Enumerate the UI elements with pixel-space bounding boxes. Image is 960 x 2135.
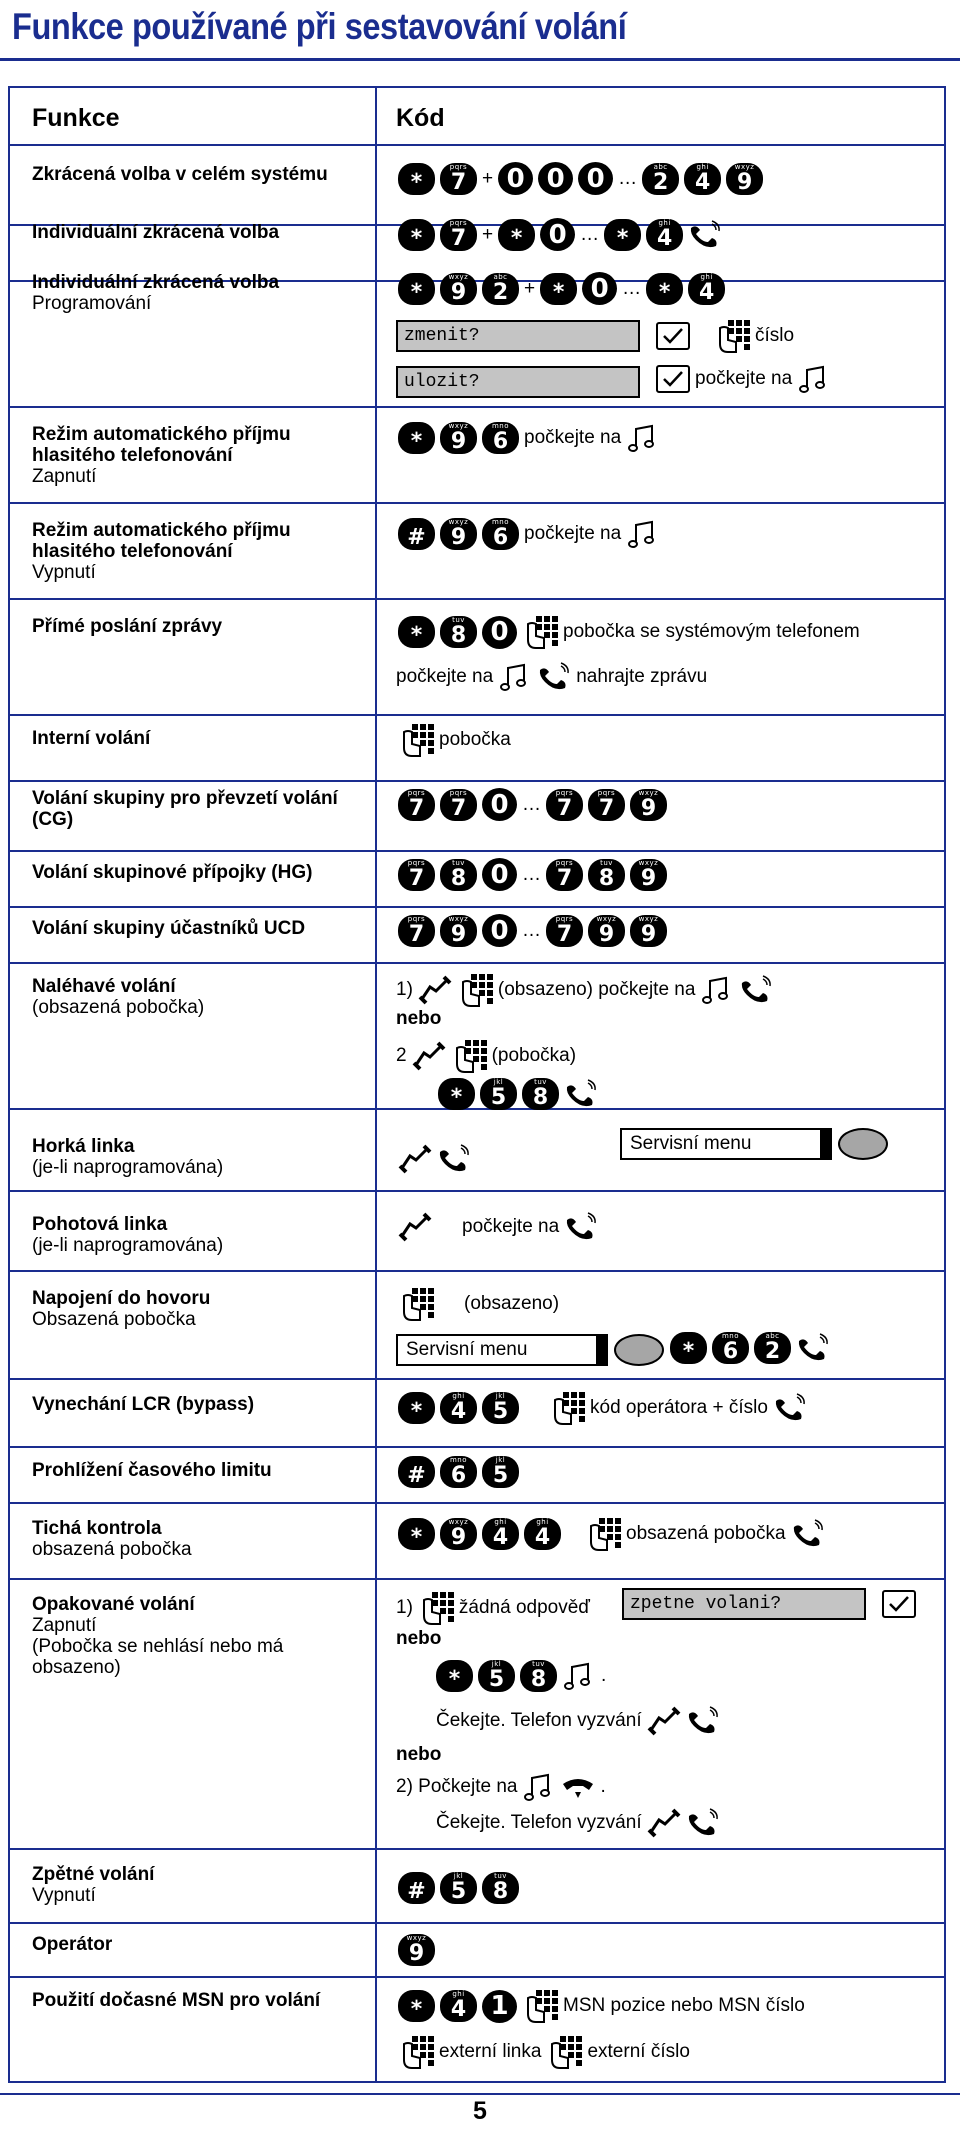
key-button: wxyz 9 (440, 273, 477, 305)
code-row-2b: číslo (656, 318, 794, 354)
key-button: * (604, 219, 641, 251)
key-button: * (398, 219, 435, 251)
key-button: * (398, 1392, 435, 1424)
phone-icon (647, 1808, 681, 1838)
function-cell (32, 272, 362, 314)
function-name: Individuální zkrácená volba (32, 222, 280, 243)
row-divider (10, 850, 944, 852)
function-name: Volání skupinové přípojky (HG) (32, 862, 313, 883)
key-button: * (436, 1660, 473, 1692)
function-note: Vypnutí (32, 1885, 96, 1906)
code-row-19 (398, 1934, 435, 1966)
keypad-icon (418, 1590, 454, 1626)
code-row-17: 1) žádná odpověď (396, 1590, 590, 1626)
footer-rule (0, 2093, 960, 2095)
or-text-2: nebo (396, 1628, 442, 1649)
key-button: pqrs 7 (546, 789, 583, 821)
key-button: jkl 5 (480, 1078, 517, 1110)
function-note: (je-li naprogramována) (32, 1235, 224, 1256)
keypad-icon (549, 1390, 585, 1426)
key-button: # (398, 1872, 435, 1904)
code-row-9: pqrs 7 wxyz 9 0 … pqrs 7 wxyz 9 wxyz 9 (398, 914, 667, 947)
key-button: jkl 5 (482, 1456, 519, 1488)
function-name: Přímé poslání zprávy (32, 616, 223, 637)
tone-icon (797, 364, 831, 394)
function-note: Programování (32, 293, 152, 314)
code-row-8: pqrs 7 tuv 8 0 … pqrs 7 tuv 8 wxyz 9 (398, 858, 667, 891)
key-button: pqrs 7 (440, 789, 477, 821)
function-name: Prohlížení časového limitu (32, 1460, 272, 1481)
function-cell (32, 164, 362, 185)
function-note: Zapnutí (32, 466, 97, 487)
row-divider (10, 1502, 944, 1504)
function-note: Obsazená pobočka (32, 1309, 196, 1330)
row-divider (10, 1270, 944, 1272)
function-name: Operátor (32, 1934, 113, 1955)
code-row-20b: externí linka externí číslo (398, 2034, 690, 2070)
function-note: Zapnutí (Pobočka se nehlásí nebo má obsazeno) (32, 1615, 284, 1678)
function-name: Horká linka (32, 1136, 135, 1157)
code-row-5: * tuv 8 0 pobočka se systémovým telefonem (398, 614, 860, 650)
keypad-icon (522, 1988, 558, 2024)
key-button: pqrs 7 (398, 859, 435, 891)
or-text-3: nebo (396, 1744, 442, 1765)
key-button: ghi 4 (482, 1518, 519, 1550)
handset-lifted-icon (418, 975, 452, 1005)
function-note: Vypnutí (32, 562, 96, 583)
function-name: Použití dočasné MSN pro volání (32, 1990, 321, 2011)
key-button: pqrs 7 (546, 915, 583, 947)
keypad-icon (546, 2034, 582, 2070)
code-row-15 (398, 1456, 519, 1488)
row-divider (10, 144, 944, 146)
check-icon (882, 1590, 916, 1618)
code-row-14: * ghi 4 jkl 5 kód operátora + číslo (398, 1390, 807, 1426)
keypad-icon (398, 2034, 434, 2070)
key-button: jkl 5 (440, 1872, 477, 1904)
keypad-icon (522, 614, 558, 650)
code-row-11 (398, 1144, 471, 1174)
code-row-17d: 2) Počkejte na . (396, 1772, 606, 1802)
phone-icon (700, 975, 734, 1005)
key-button: tuv 8 (482, 1872, 519, 1904)
key-4: ghi 4 (684, 163, 721, 195)
key-2: abc 2 (642, 163, 679, 195)
function-cell (32, 520, 362, 583)
row-divider (10, 598, 944, 600)
menu-key-icon[interactable] (838, 1128, 888, 1160)
key-button: abc 2 (754, 1332, 791, 1364)
function-cell (32, 788, 362, 830)
key-button: * (646, 273, 683, 305)
page-title: Funkce používané při sestavování volání (12, 6, 627, 47)
phone-icon (739, 975, 773, 1005)
function-cell (32, 1864, 362, 1906)
key-button: ghi 4 (440, 1990, 477, 2022)
function-cell (32, 1136, 362, 1178)
key-button: jkl 5 (482, 1392, 519, 1424)
dots-text: … (618, 167, 638, 189)
key-button: ghi 4 (440, 1392, 477, 1424)
function-cell (32, 1518, 362, 1560)
phone-icon (498, 662, 532, 692)
key-button: wxyz 9 (440, 1518, 477, 1550)
phone-icon (773, 1393, 807, 1423)
function-name: Zpětné volání (32, 1864, 155, 1885)
handset-lift-icon (688, 220, 722, 250)
tone-icon (626, 423, 660, 453)
code-row-3: * wxyz 9 mno 6 počkejte na (398, 422, 660, 454)
keypad-icon (398, 1286, 434, 1322)
code-row-7: pqrs 7 pqrs 7 0 … pqrs 7 pqrs 7 wxyz 9 (398, 788, 667, 821)
keypad-icon (585, 1516, 621, 1552)
key-button: tuv 8 (588, 859, 625, 891)
key-button: wxyz 9 (440, 915, 477, 947)
row-divider (10, 1190, 944, 1192)
key-button: # (398, 1456, 435, 1488)
key-button: tuv 8 (440, 859, 477, 891)
key-button: tuv 8 (520, 1660, 557, 1692)
code-row-20: * ghi 4 1 MSN pozice nebo MSN číslo (398, 1988, 805, 2024)
phone-icon (537, 662, 571, 692)
function-name: Volání skupiny účastníků UCD (32, 918, 306, 939)
code-row-1: * pqrs 7 + * 0 … * ghi 4 (398, 218, 722, 251)
key-button: wxyz 9 (440, 422, 477, 454)
key-button: * (398, 616, 435, 648)
keypad-icon (457, 972, 493, 1008)
function-cell (32, 1990, 362, 2011)
code-row-10: 1) (obsazeno) počkejte na (396, 972, 773, 1008)
code-row-2c: počkejte na (656, 364, 831, 394)
header-code: Kód (396, 104, 445, 132)
key-button: pqrs 7 (588, 789, 625, 821)
function-cell (32, 728, 362, 749)
key-button: * (398, 422, 435, 454)
function-cell (32, 862, 362, 883)
display-zmenit: zmenit? (396, 320, 640, 352)
function-cell (32, 976, 362, 1018)
key-button: * (670, 1332, 707, 1364)
service-menu-button-2[interactable]: Servisní menu (396, 1334, 608, 1366)
function-cell (32, 616, 362, 637)
key-button: * (438, 1078, 475, 1110)
row-divider (10, 406, 944, 408)
key-button: mno 6 (482, 422, 519, 454)
function-cell (32, 1460, 362, 1481)
display-ulozit: ulozit? (396, 366, 640, 398)
key-button: # (398, 518, 435, 550)
function-name: Pohotová linka (32, 1214, 168, 1235)
code-row-10c (438, 1078, 598, 1110)
function-name: Volání skupiny pro převzetí volání (CG) (32, 788, 338, 830)
function-cell (32, 424, 362, 487)
phone-icon (437, 1144, 471, 1174)
menu-key-icon[interactable] (614, 1334, 664, 1366)
key-button: * (398, 273, 435, 305)
code-row-6: pobočka (398, 722, 511, 758)
function-cell (32, 1214, 362, 1256)
phone-icon (791, 1519, 825, 1549)
function-cell (32, 918, 362, 939)
key-9: wxyz 9 (726, 163, 763, 195)
phone-icon (626, 519, 660, 549)
key-button: * (498, 219, 535, 251)
key-button: mno 6 (712, 1332, 749, 1364)
plus-text: + (482, 167, 494, 189)
key-button: * (398, 1518, 435, 1550)
phone-icon (686, 1706, 720, 1736)
function-name: Zkrácená volba v celém systému (32, 164, 328, 185)
row-divider (10, 906, 944, 908)
phone-icon (686, 1808, 720, 1838)
code-row-13b (670, 1332, 830, 1364)
key-button: tuv 8 (522, 1078, 559, 1110)
row-divider (10, 502, 944, 504)
function-note: obsazená pobočka (32, 1539, 192, 1560)
code-row-2: * wxyz 9 abc 2 + * 0 … * ghi 4 (398, 272, 725, 305)
function-cell (32, 1594, 362, 1678)
function-name: Individuální zkrácená volba (32, 272, 280, 293)
function-cell (32, 1288, 362, 1330)
phone-icon (647, 1706, 681, 1736)
function-name: Opakované volání (32, 1594, 195, 1615)
key-button: * (398, 1990, 435, 2022)
row-divider (10, 1446, 944, 1448)
function-cell (32, 222, 362, 243)
function-note: (je-li naprogramována) (32, 1157, 224, 1178)
page-number: 5 (473, 2097, 487, 2125)
check-icon (656, 365, 690, 393)
row-divider (10, 1848, 944, 1850)
row-divider (10, 1378, 944, 1380)
column-divider (375, 88, 377, 2081)
phone-icon (412, 1041, 446, 1071)
key-button: pqrs 7 (440, 219, 477, 251)
hang-up-icon (561, 1772, 595, 1802)
function-name: Napojení do hovoru (32, 1288, 211, 1309)
function-name: Naléhavé volání (32, 976, 176, 997)
key-button: wxyz 9 (440, 518, 477, 550)
keypad-icon (714, 318, 750, 354)
functions-table (8, 86, 946, 2083)
key-button: wxyz 9 (588, 915, 625, 947)
code-row-12: počkejte na (398, 1212, 598, 1242)
key-button: mno 6 (440, 1456, 477, 1488)
key-button: 0 (540, 218, 575, 251)
function-note: (obsazená pobočka) (32, 997, 205, 1018)
key-star: * (398, 163, 435, 195)
key-button: wxyz 9 (398, 1934, 435, 1966)
code-row-10b: 2 (pobočka) (396, 1038, 576, 1074)
title-rule (0, 58, 960, 61)
function-cell (32, 1394, 362, 1415)
row-divider (10, 1578, 944, 1580)
key-button: abc 2 (482, 273, 519, 305)
phone-icon (522, 1772, 556, 1802)
row-divider (10, 714, 944, 716)
key-button: wxyz 9 (630, 915, 667, 947)
phone-icon (398, 1212, 432, 1242)
phone-icon (398, 1144, 432, 1174)
key-button: ghi 4 (646, 219, 683, 251)
code-row-17b: * jkl 5 tuv 8 . (436, 1660, 606, 1692)
phone-icon (562, 1661, 596, 1691)
keypad-icon (451, 1038, 487, 1074)
keypad-icon (398, 722, 434, 758)
key-button: mno 6 (482, 518, 519, 550)
key-button: jkl 5 (478, 1660, 515, 1692)
row-divider (10, 962, 944, 964)
key-button: pqrs 7 (546, 859, 583, 891)
confirm-check-wrap (882, 1590, 916, 1618)
phone-icon (564, 1079, 598, 1109)
key-button: * (540, 273, 577, 305)
key-0: 0 (498, 162, 533, 195)
code-row-13: (obsazeno) (398, 1286, 559, 1322)
key-button: 0 (482, 914, 517, 947)
function-name: Interní volání (32, 728, 151, 749)
key-button: 0 (482, 616, 517, 649)
key-button: tuv 8 (440, 616, 477, 648)
key-0: 0 (538, 162, 573, 195)
or-text: nebo (396, 1008, 442, 1029)
display-zpetne: zpetne volani? (622, 1588, 866, 1620)
key-7: pqrs 7 (440, 163, 477, 195)
function-name: Režim automatického příjmu hlasitého telefonování (32, 424, 291, 466)
function-cell (32, 1934, 362, 1955)
phone-icon (796, 1333, 830, 1363)
key-button: pqrs 7 (398, 789, 435, 821)
key-button: ghi 4 (524, 1518, 561, 1550)
function-name: Vynechání LCR (bypass) (32, 1394, 255, 1415)
row-divider (10, 1976, 944, 1978)
code-row-17e: Čekejte. Telefon vyzvání (436, 1808, 720, 1838)
key-button: wxyz 9 (630, 859, 667, 891)
header-function: Funkce (32, 104, 120, 132)
key-button: 0 (482, 858, 517, 891)
phone-icon (564, 1212, 598, 1242)
code-row-5b: počkejte na nahrajte zprávu (396, 662, 707, 692)
function-name: Tichá kontrola (32, 1518, 162, 1539)
confirm-check-icon (656, 322, 690, 350)
service-menu-button[interactable]: Servisní menu (620, 1128, 832, 1160)
function-name: Režim automatického příjmu hlasitého telefonování (32, 520, 291, 562)
code-row-17c: Čekejte. Telefon vyzvání (436, 1706, 720, 1736)
row-divider (10, 780, 944, 782)
key-button: 1 (482, 1990, 517, 2023)
code-row-0 (398, 162, 763, 195)
key-button: wxyz 9 (630, 789, 667, 821)
code-row-4: # wxyz 9 mno 6 počkejte na (398, 518, 660, 550)
key-button: 0 (582, 272, 617, 305)
key-button: ghi 4 (688, 273, 725, 305)
row-divider (10, 1922, 944, 1924)
key-button: pqrs 7 (398, 915, 435, 947)
code-row-16: * wxyz 9 ghi 4 ghi 4 obsazená pobočka (398, 1516, 825, 1552)
key-button: 0 (482, 788, 517, 821)
key-0: 0 (578, 162, 613, 195)
code-row-18 (398, 1872, 519, 1904)
